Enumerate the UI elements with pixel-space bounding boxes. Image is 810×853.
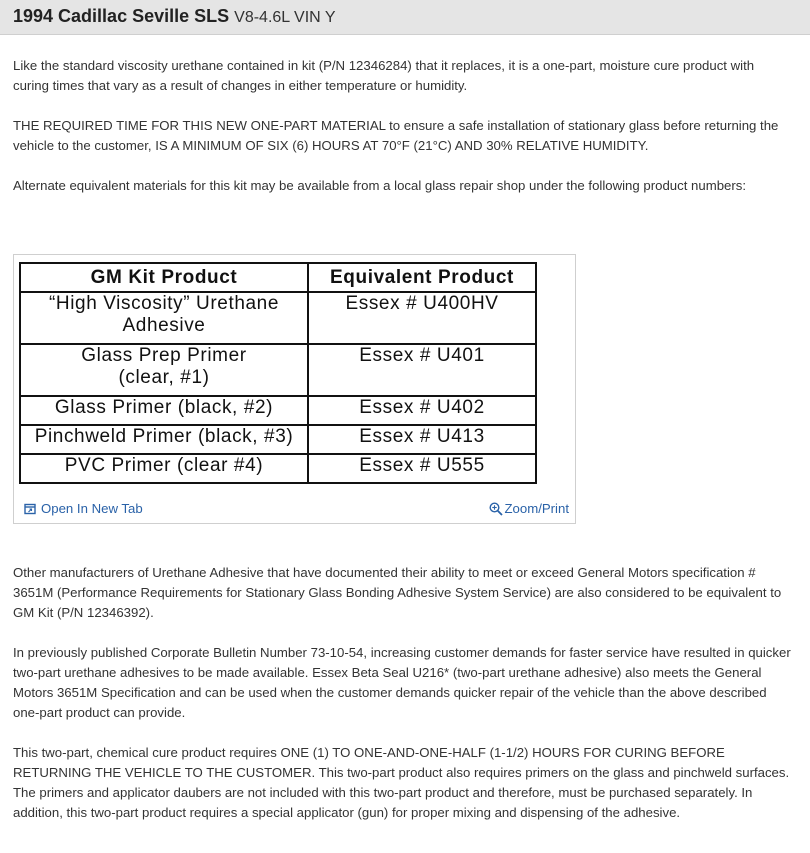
cell-line: Adhesive [122,315,206,336]
table-cell-equivalent: Essex # U400HV [308,292,536,344]
table-row [20,292,536,344]
table-cell-gm-product [20,344,308,396]
table-cell-equivalent: Essex # U555 [308,454,536,483]
table-cell-equivalent: Essex # U401 [308,344,536,396]
paragraph-5: In previously published Corporate Bulletin Number 73-10-54, increasing customer demands for faster service have resulted in quicker two-part urethane adhesives to be made available. Essex Beta Seal U216* (two-part urethane adhesive) also meets the General Motors 3651M Specification and can be used when the customer demands quicker repair of the vehicle than the above described one-part product can provide. [13,645,791,720]
table-cell-gm-product: PVC Primer (clear #4) [20,454,308,483]
equivalent-products-table-image [18,260,571,495]
vehicle-title: 1994 Cadillac Seville SLS [13,6,230,26]
paragraph-2: THE REQUIRED TIME FOR THIS NEW ONE-PART MATERIAL to ensure a safe installation of stationary glass before returning the vehicle to the customer, IS A MINIMUM OF SIX (6) HOURS AT 70°F (21°C) AND 30% RELATIVE HUMIDITY. [13,118,779,153]
table-row [20,396,536,425]
paragraph-1: Like the standard viscosity urethane contained in kit (P/N 12346284) that it replaces, it is a one-part, moisture cure product with curing times that vary as a result of changes in either temperature or humidity. [13,58,755,93]
table-header-row [20,263,536,292]
table-cell-gm-product: Glass Primer (black, #2) [20,396,308,425]
open-in-new-tab-label: Open In New Tab [41,501,143,516]
page-title [13,5,336,29]
open-in-new-tab-link[interactable] [24,501,143,517]
paragraph-3: Alternate equivalent materials for this kit may be available from a local glass repair shop under the following product numbers: [13,178,747,193]
table-row [20,454,536,483]
cell-line: “High Viscosity” Urethane [48,293,280,314]
table-cell-equivalent: Essex # U413 [308,425,536,454]
open-tab-icon [24,503,36,515]
zoom-print-label: Zoom/Print [504,501,569,516]
equivalent-products-table [19,262,537,484]
cell-line: Glass Prep Primer [81,345,247,366]
table-header-equivalent: Equivalent Product [308,263,536,292]
table-header-gm-kit: GM Kit Product [20,263,308,292]
table-cell-gm-product: Pinchweld Primer (black, #3) [20,425,308,454]
engine-subtitle: V8-4.6L VIN Y [234,9,336,26]
paragraph-4: Other manufacturers of Urethane Adhesive that have documented their ability to meet or exceed General Motors specification # 3651M (Performance Requirements for Stationary Glass Bonding Adhesive System Service) are also considered to be equivalent to GM Kit (P/N 12346392). [13,565,782,620]
table-row [20,425,536,454]
paragraph-6: This two-part, chemical cure product requires ONE (1) TO ONE-AND-ONE-HALF (1-1/2) HOURS FOR CURING BEFORE RETURNING THE VEHICLE TO THE CUSTOMER. This two-part product also requires primers on the glass and pinchweld surfaces. The primers and applicator daubers are not included with this two-part product and therefore, must be purchased separately. In addition, this two-part product requires a special applicator (gun) for proper mixing and dispensing of the adhesive. [13,745,790,820]
zoom-print-link[interactable] [489,501,570,517]
table-row [20,344,536,396]
table-cell-gm-product [20,292,308,344]
figure-panel [13,254,576,524]
zoom-icon [489,502,503,516]
page-header [0,0,810,35]
table-cell-equivalent: Essex # U402 [308,396,536,425]
cell-line: (clear, #1) [118,367,210,388]
